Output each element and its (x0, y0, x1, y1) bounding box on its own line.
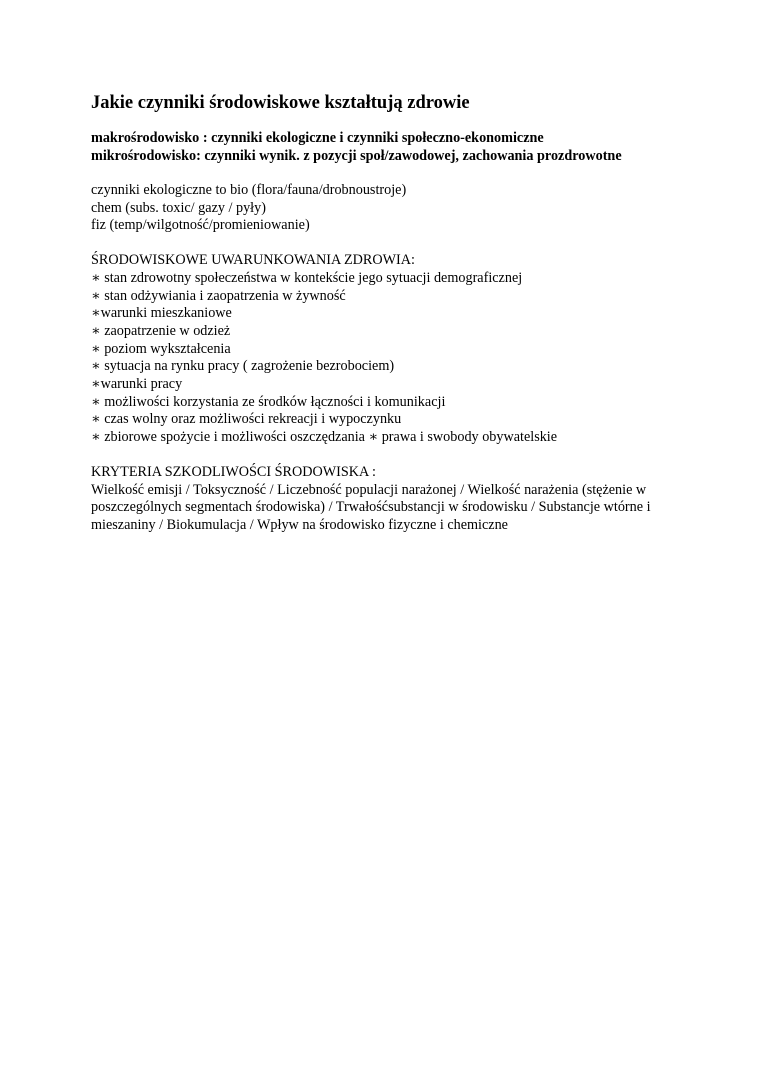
health-conditions-section (91, 252, 681, 447)
list-item: ∗ poziom wykształcenia (91, 340, 231, 357)
ecological-bio-line: czynniki ekologiczne to bio (flora/fauna/drobnoustroje) (91, 182, 407, 198)
document-title: Jakie czynniki środowiskowe kształtują zdrowie (91, 93, 470, 113)
harmfulness-criteria-heading: KRYTERIA SZKODLIWOŚCI ŚRODOWISKA : (91, 463, 376, 480)
list-item: ∗ czas wolny oraz możliwości rekreacji i wypoczynku (91, 411, 402, 428)
list-item: ∗ stan odżywiania i zaopatrzenia w żywność (91, 287, 346, 304)
health-conditions-heading: ŚRODOWISKOWE UWARUNKOWANIA ZDROWIA: (91, 252, 415, 269)
list-item: ∗ stan zdrowotny społeczeństwa w kontekście jego sytuacji demograficznej (91, 269, 523, 286)
list-item: ∗ zbiorowe spożycie i możliwości oszczędzania ∗ prawa i swobody obywatelskie (91, 429, 558, 446)
harmfulness-criteria-text: Wielkość emisji / Toksyczność / Liczebność populacji narażonej / Wielkość narażenia (stężenie w poszczególnych segmentach środowiska) / Trwałośćsubstancji w środowisku / Substancje wtórne i mieszaniny / Biokumulacja / Wpływ na środowisko fizyczne i chemiczne (91, 481, 651, 533)
list-item: ∗warunki mieszkaniowe (91, 305, 232, 322)
ecological-factors (91, 182, 681, 235)
list-item: ∗warunki pracy (91, 376, 183, 393)
list-item: ∗ sytuacja na rynku pracy ( zagrożenie bezrobociem) (91, 358, 395, 375)
ecological-chem-line: chem (subs. toxic/ gazy / pyły) (91, 199, 266, 216)
macro-environment-line: makrośrodowisko : czynniki ekologiczne i czynniki społeczno-ekonomiczne (91, 130, 544, 146)
environment-definitions (91, 129, 681, 165)
list-item: ∗ możliwości korzystania ze środków łączności i komunikacji (91, 393, 446, 410)
document-content (91, 93, 681, 552)
harmfulness-criteria-section (91, 464, 681, 535)
ecological-fiz-line: fiz (temp/wilgotność/promieniowanie) (91, 217, 310, 234)
micro-environment-line: mikrośrodowisko: czynniki wynik. z pozycji społ/zawodowej, zachowania prozdrowotne (91, 148, 622, 164)
list-item: ∗ zaopatrzenie w odzież (91, 322, 231, 339)
